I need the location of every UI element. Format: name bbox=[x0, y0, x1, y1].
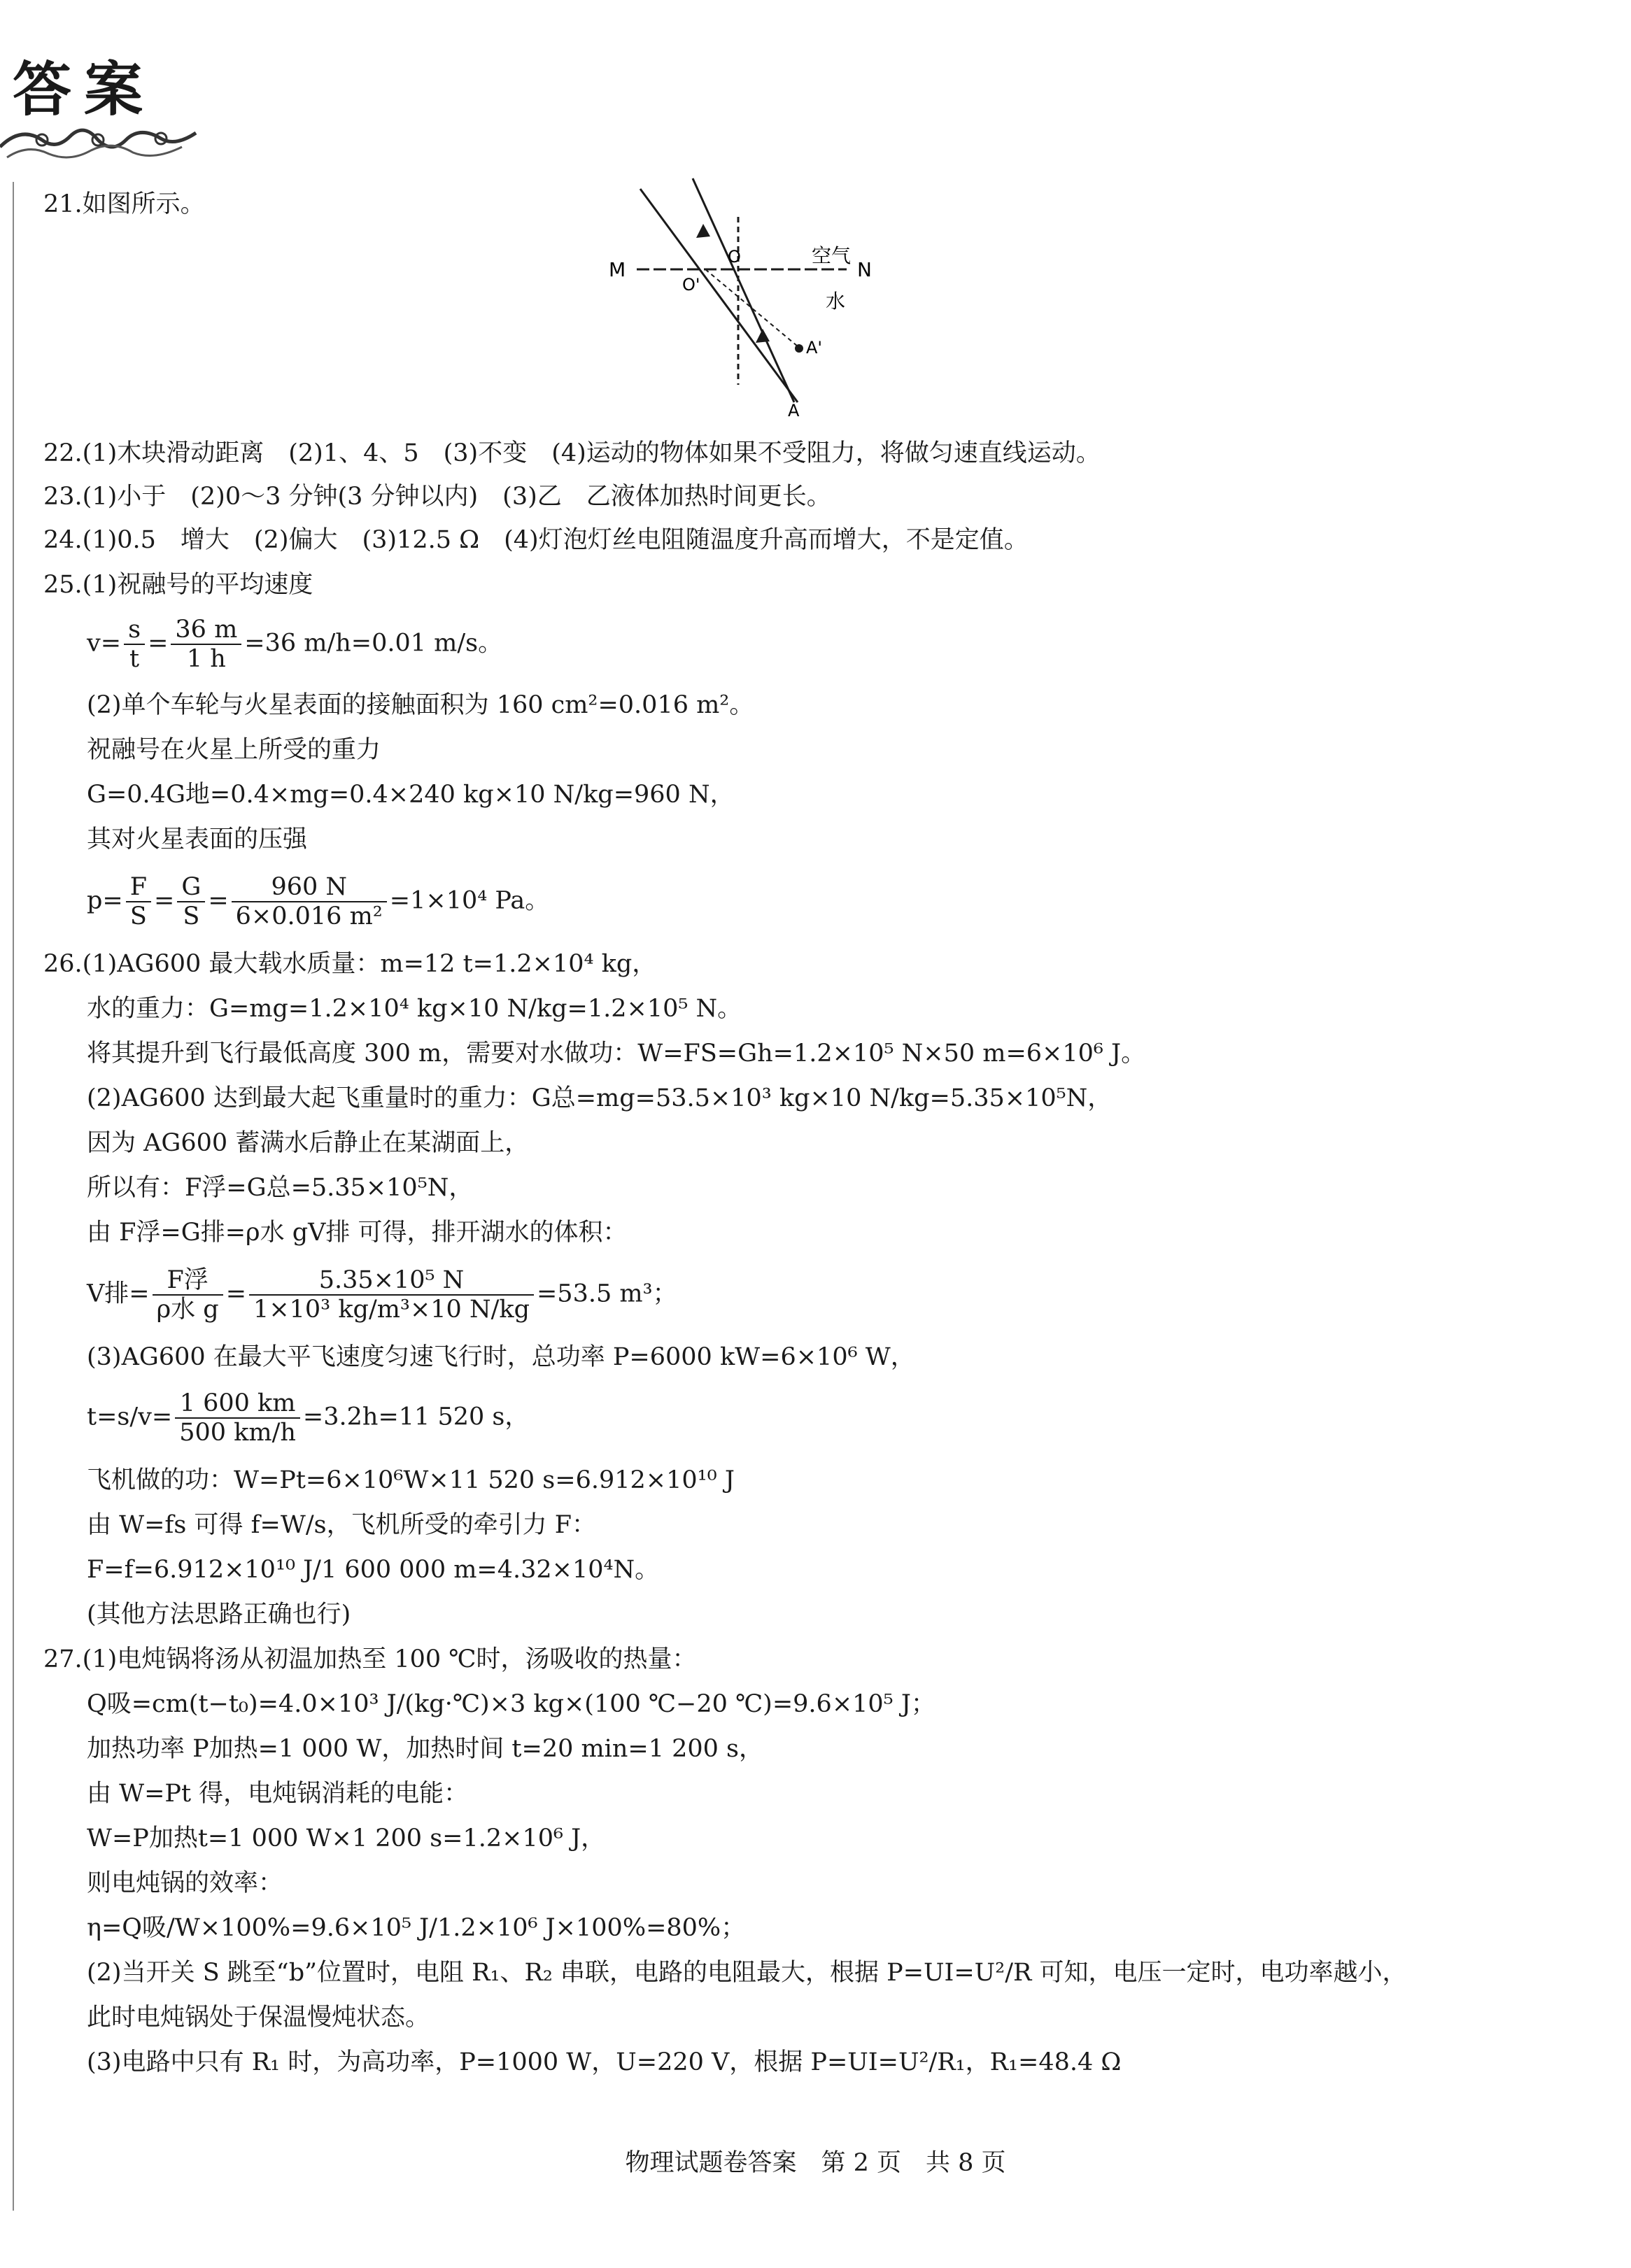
numerator: s bbox=[124, 616, 145, 645]
label-a: A bbox=[788, 401, 800, 420]
q26-line: 由 W=fs 可得 f=W/s，飞机所受的牵引力 F： bbox=[87, 1511, 597, 1539]
q26-line: (3)AG600 在最大平飞速度匀速飞行时，总功率 P=6000 kW=6×10⁶ W， bbox=[87, 1343, 915, 1371]
numerator: F bbox=[126, 873, 151, 902]
margin-line bbox=[13, 182, 14, 2211]
q27-line: (2)当开关 S 跳至“b”位置时，电阻 R₁、R₂ 串联，电路的电阻最大，根据 P=UI=U²/R 可知，电压一定时，电功率越小， bbox=[87, 1959, 1407, 1987]
pressure-formula: p= $\frac{F}{S}$ = $\frac{G}{S}$ = $\frac{960 N}{\text{6×0.016 m²}}$ =1×10⁴ Pa。 bbox=[87, 873, 550, 930]
label-m: M bbox=[609, 258, 626, 281]
fraction bbox=[153, 1266, 223, 1324]
q27-line: η=Q吸/W×100%=9.6×10⁵ J/1.2×10⁶ J×100%=80%； bbox=[87, 1914, 746, 1942]
fraction bbox=[171, 616, 241, 673]
q22-line: 22.(1)木块滑动距离 (2)1、4、5 (3)不变 (4)运动的物体如果不受阻力，将做匀速直线运动。 bbox=[43, 439, 1101, 467]
velocity-result: =36 m/h=0.01 m/s。 bbox=[244, 629, 503, 658]
pressure-result: =1×10⁴ Pa。 bbox=[389, 886, 550, 915]
denominator: 6×0.016 m² bbox=[235, 902, 383, 930]
volume-formula: V排= $\frac{\text{F浮}}{\text{ρ水 g}}$ = $\frac{\text{5.35×10⁵ N}}{\text{1×10³ kg/m³×10 N/kg}}$ =53.5 m³； bbox=[87, 1266, 677, 1324]
q27-line: 由 W=Pt 得，电炖锅消耗的电能： bbox=[87, 1780, 469, 1808]
velocity-prefix: v= bbox=[87, 629, 122, 658]
volume-result: =53.5 m³； bbox=[536, 1280, 677, 1308]
q26-line: 所以有：F浮=G总=5.35×10⁵N， bbox=[87, 1174, 474, 1202]
numerator: G bbox=[177, 873, 205, 902]
denominator: ρ水 g bbox=[156, 1296, 219, 1324]
time-formula bbox=[87, 1389, 529, 1447]
page-title: 答案 bbox=[13, 55, 156, 124]
denominator: 1 h bbox=[186, 645, 226, 673]
q26-line: (其他方法思路正确也行) bbox=[87, 1601, 351, 1629]
q24-line: 24.(1)0.5 增大 (2)偏大 (3)12.5 Ω (4)灯泡灯丝电阻随温度升高而增大，不是定值。 bbox=[43, 526, 1029, 554]
time-result: =3.2h=11 520 s， bbox=[302, 1403, 530, 1431]
label-a-image: A' bbox=[806, 338, 823, 357]
denominator: 1×10³ kg/m³×10 N/kg bbox=[253, 1296, 530, 1324]
time-prefix: t=s/v= bbox=[87, 1403, 173, 1431]
q27-line: W=P加热t=1 000 W×1 200 s=1.2×10⁶ J， bbox=[87, 1824, 606, 1852]
denominator: t bbox=[129, 645, 140, 673]
fraction bbox=[249, 1266, 534, 1324]
q21-line: 21.如图所示。 bbox=[43, 190, 205, 218]
q27-line: (3)电路中只有 R₁ 时，为高功率，P=1000 W，U=220 V，根据 P=UI=U²/R₁，R₁=48.4 Ω bbox=[87, 2048, 1122, 2076]
q25-line: 祝融号在火星上所受的重力 bbox=[87, 736, 381, 764]
q26-line: 飞机做的功：W=Pt=6×10⁶W×11 520 s=6.912×10¹⁰ J bbox=[87, 1466, 735, 1494]
q26-line: (2)AG600 达到最大起飞重量时的重力：G总=mg=53.5×10³ kg×10 N/kg=5.35×10⁵N， bbox=[87, 1084, 1113, 1112]
q25-line: 25.(1)祝融号的平均速度 bbox=[43, 571, 313, 599]
pressure-prefix: p= bbox=[87, 886, 123, 915]
q27-line: 此时电炖锅处于保温慢炖状态。 bbox=[87, 2004, 430, 2032]
q26-line: F=f=6.912×10¹⁰ J/1 600 000 m=4.32×10⁴N。 bbox=[87, 1556, 660, 1584]
denominator: S bbox=[183, 902, 200, 930]
q26-line: 因为 AG600 蓄满水后静止在某湖面上， bbox=[87, 1129, 530, 1157]
answer-content bbox=[43, 0, 1611, 2268]
q26-line: 26.(1)AG600 最大载水质量：m=12 t=1.2×10⁴ kg， bbox=[43, 950, 657, 978]
label-o2: O bbox=[728, 247, 741, 267]
label-n: N bbox=[857, 258, 872, 281]
fraction bbox=[232, 873, 387, 930]
numerator: F浮 bbox=[153, 1266, 223, 1296]
fraction bbox=[126, 873, 151, 930]
q27-line: 则电炖锅的效率： bbox=[87, 1869, 283, 1897]
q26-line: 将其提升到飞行最低高度 300 m，需要对水做功：W=FS=Gh=1.2×10⁵ N×50 m=6×10⁶ J。 bbox=[87, 1040, 1146, 1068]
fraction bbox=[124, 616, 145, 673]
numerator: 5.35×10⁵ N bbox=[249, 1266, 534, 1296]
denominator: 500 km/h bbox=[179, 1419, 296, 1447]
q27-line: Q吸=cm(t−t₀)=4.0×10³ J/(kg·℃)×3 kg×(100 ℃−20 ℃)=9.6×10⁵ J； bbox=[87, 1690, 935, 1718]
denominator: S bbox=[129, 902, 147, 930]
q27-line: 加热功率 P加热=1 000 W，加热时间 t=20 min=1 200 s， bbox=[87, 1735, 764, 1763]
velocity-formula: v= $\frac{s}{t}$ = $\frac{36 m}{1 h}$ =36 m/h=0.01 m/s。 bbox=[87, 616, 503, 673]
q25-line: G=0.4G地=0.4×mg=0.4×240 kg×10 N/kg=960 N， bbox=[87, 781, 735, 809]
numerator: 1 600 km bbox=[175, 1389, 300, 1419]
q25-line: 其对火星表面的压强 bbox=[87, 825, 308, 853]
q26-line: 水的重力：G=mg=1.2×10⁴ kg×10 N/kg=1.2×10⁵ N。 bbox=[87, 995, 742, 1023]
q26-line: 由 F浮=G排=ρ水 gV排 可得，排开湖水的体积： bbox=[87, 1219, 628, 1247]
fraction bbox=[177, 873, 205, 930]
numerator: 36 m bbox=[171, 616, 241, 645]
q23-line: 23.(1)小于 (2)0～3 分钟(3 分钟以内) (3)乙 乙液体加热时间更长。 bbox=[43, 483, 831, 511]
label-air: 空气 bbox=[812, 244, 852, 267]
q27-line: 27.(1)电炖锅将汤从初温加热至 100 ℃时，汤吸收的热量： bbox=[43, 1645, 697, 1673]
volume-prefix: V排= bbox=[87, 1280, 150, 1308]
label-o1: O' bbox=[682, 275, 700, 295]
numerator: 960 N bbox=[232, 873, 387, 902]
q25-line: (2)单个车轮与火星表面的接触面积为 160 cm²=0.016 m²。 bbox=[87, 691, 754, 719]
label-water: 水 bbox=[826, 290, 846, 313]
page-footer: 物理试题卷答案 第 2 页 共 8 页 bbox=[625, 2149, 1006, 2177]
fraction bbox=[175, 1389, 300, 1447]
